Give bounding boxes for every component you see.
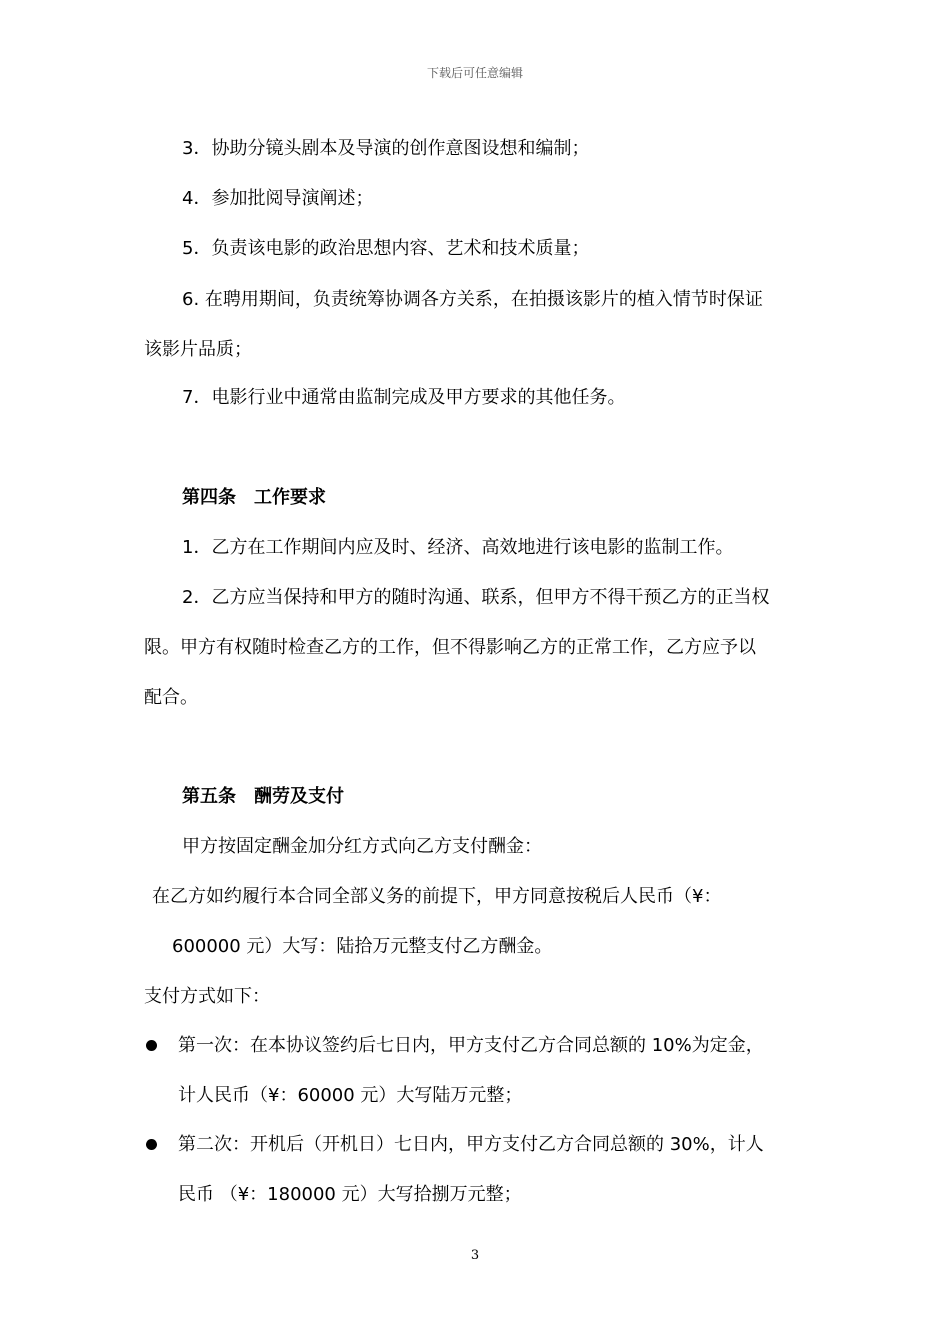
article-5-intro: 甲方按固定酬金加分红方式向乙方支付酬金：	[182, 836, 542, 857]
article-4-paragraph-2-line2: 限。甲方有权随时检查乙方的工作，但不得影响乙方的正常工作，乙方应予以	[144, 637, 756, 658]
payment-method-label: 支付方式如下：	[144, 986, 270, 1007]
payment-bullet-2-line1: 第二次：开机后（开机日）七日内，甲方支付乙方合同总额的 30%，计人	[178, 1134, 764, 1155]
clause-3-item-5: 5．负责该电影的政治思想内容、艺术和技术质量；	[182, 238, 590, 259]
article-4-paragraph-1: 1．乙方在工作期间内应及时、经济、高效地进行该电影的监制工作。	[182, 537, 734, 558]
article-5-amount-line2: 600000 元）大写：陆拾万元整支付乙方酬金。	[172, 936, 553, 957]
payment-bullet-1-line1: 第一次：在本协议签约后七日内，甲方支付乙方合同总额的 10%为定金，	[178, 1035, 764, 1056]
clause-3-item-6-line1: 6. 在聘用期间，负责统筹协调各方关系，在拍摄该影片的植入情节时保证	[182, 289, 763, 310]
payment-bullet-1-line2: 计人民币（¥：60000 元）大写陆万元整；	[178, 1085, 523, 1106]
article-4-paragraph-2-line1: 2．乙方应当保持和甲方的随时沟通、联系，但甲方不得干预乙方的正当权	[182, 587, 770, 608]
payment-bullet-2-line2: 民币 （¥：180000 元）大写拾捌万元整；	[178, 1184, 522, 1205]
page-header: 下载后可任意编辑	[426, 66, 523, 80]
article-4-heading: 第四条 工作要求	[182, 487, 326, 508]
bullet-dot	[146, 1040, 157, 1051]
clause-3-item-3: 3．协助分镜头剧本及导演的创作意图设想和编制；	[182, 138, 590, 159]
clause-3-item-6-line2: 该影片品质；	[144, 339, 252, 360]
clause-3-item-4: 4．参加批阅导演阐述；	[182, 188, 374, 209]
article-5-heading: 第五条 酬劳及支付	[182, 786, 344, 807]
article-4-paragraph-2-line3: 配合。	[144, 687, 198, 708]
article-5-amount-line1: 在乙方如约履行本合同全部义务的前提下，甲方同意按税后人民币（¥：	[152, 886, 722, 907]
clause-3-item-7: 7．电影行业中通常由监制完成及甲方要求的其他任务。	[182, 387, 626, 408]
page-number: 3	[470, 1248, 480, 1263]
bullet-dot	[146, 1139, 157, 1150]
